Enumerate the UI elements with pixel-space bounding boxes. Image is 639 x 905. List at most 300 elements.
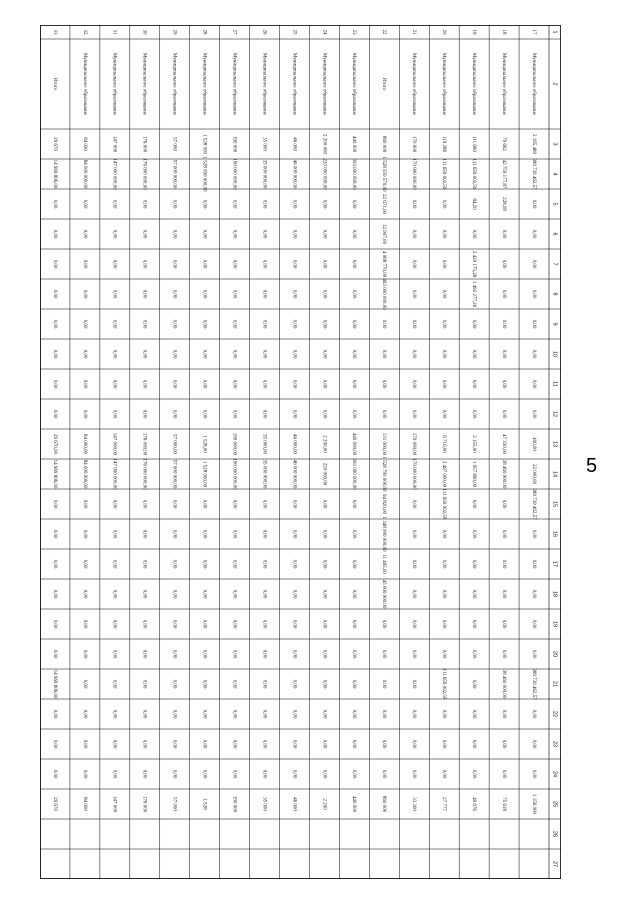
table-cell: 0,00 bbox=[351, 349, 357, 359]
table-cell: 0,00 bbox=[231, 349, 237, 359]
column-number: 6 bbox=[551, 232, 558, 236]
table-cell: 170 000 bbox=[411, 135, 417, 153]
table-cell: 0,00 bbox=[231, 679, 237, 689]
table-cell: 0,00 bbox=[441, 349, 447, 359]
table-cell: 0,00 bbox=[381, 739, 387, 749]
table-cell: 0,00 bbox=[291, 499, 297, 509]
table-cell: 0,00 bbox=[81, 289, 87, 299]
table-cell: 0,00 bbox=[81, 319, 87, 329]
table-cell: 1 528 550 570,00 bbox=[381, 156, 387, 192]
table-cell: 0,00 bbox=[500, 559, 506, 569]
table-cell: 0,00 bbox=[111, 769, 117, 779]
table-cell: 0,00 bbox=[530, 199, 536, 209]
table-cell: 0,00 bbox=[51, 589, 57, 599]
table-cell: 27 777 bbox=[441, 797, 447, 811]
table-cell: 0,00 bbox=[471, 409, 477, 419]
table-cell: 0,00 bbox=[51, 559, 57, 569]
table-cell: 0,00 bbox=[500, 319, 506, 329]
table-cell: 0,00 bbox=[111, 529, 117, 539]
row-name: Муниципальное образование bbox=[411, 52, 417, 116]
table-cell: 0,00 bbox=[171, 199, 177, 209]
table-cell: 0,00 bbox=[291, 709, 297, 719]
table-cell: 0,00 bbox=[231, 379, 237, 389]
table-cell: 0,00 bbox=[441, 229, 447, 239]
table-cell: 190 000 000,00 bbox=[231, 158, 237, 190]
table-cell: 0,00 bbox=[381, 769, 387, 779]
row-number: 32 bbox=[81, 29, 87, 35]
table-cell: 0,00 bbox=[51, 709, 57, 719]
table-cell: 0,00 bbox=[81, 649, 87, 659]
table-cell: 0,00 bbox=[321, 199, 327, 209]
table-cell: 0,00 bbox=[471, 589, 477, 599]
table-cell: 0,00 bbox=[411, 529, 417, 539]
table-cell: 0,00 bbox=[500, 499, 506, 509]
column-number: 18 bbox=[551, 590, 558, 598]
table-cell: 190 000,00 bbox=[231, 432, 237, 456]
table-cell: 440 000 bbox=[351, 135, 357, 153]
table-cell: 0,00 bbox=[530, 259, 536, 269]
table-cell: 0,00 bbox=[381, 379, 387, 389]
column-number: 27 bbox=[551, 860, 558, 868]
table-cell: 0,00 bbox=[500, 409, 506, 419]
table-cell: 0,00 bbox=[351, 529, 357, 539]
table-cell: 0,00 bbox=[530, 409, 536, 419]
table-cell: 0,00 bbox=[471, 529, 477, 539]
table-cell: 0,00 bbox=[321, 409, 327, 419]
table-cell: 57 000,00 bbox=[171, 434, 177, 454]
table-cell: 0,00 bbox=[141, 259, 147, 269]
table-cell: 0,00 bbox=[351, 289, 357, 299]
table-cell: 0,00 bbox=[171, 319, 177, 329]
table-cell: 0,00 bbox=[171, 769, 177, 779]
table-cell: 79 662 bbox=[500, 137, 506, 151]
table-cell: 0,00 bbox=[231, 649, 237, 659]
table-cell: 0,00 bbox=[261, 289, 267, 299]
table-cell: 0,00 bbox=[321, 709, 327, 719]
table-cell: 0,00 bbox=[411, 589, 417, 599]
table-cell: 0,00 bbox=[351, 229, 357, 239]
table-cell: 389 739 462,57 bbox=[530, 668, 536, 700]
table-cell: 0,00 bbox=[291, 349, 297, 359]
table-cell: 0,00 bbox=[291, 559, 297, 569]
row-number: 19 bbox=[471, 29, 477, 35]
column-number: 1 bbox=[551, 30, 558, 34]
table-cell: 0,00 bbox=[171, 229, 177, 239]
row-number: 28 bbox=[201, 29, 207, 35]
table-cell: 0,00 bbox=[111, 679, 117, 689]
table-cell: 0,00 bbox=[81, 409, 87, 419]
table-cell: 11 465,00 bbox=[381, 554, 387, 574]
table-cell: 111 659 002,59 bbox=[441, 668, 447, 700]
table-cell: 0,00 bbox=[441, 529, 447, 539]
column-number: 3 bbox=[551, 142, 558, 146]
table-cell: 0,00 bbox=[411, 649, 417, 659]
table-cell: 0,00 bbox=[171, 619, 177, 629]
table-cell: 0,00 bbox=[231, 259, 237, 269]
table-cell: 57 000 bbox=[171, 797, 177, 811]
table-cell: 22 000,00 bbox=[530, 464, 536, 484]
table-cell: 0,00 bbox=[231, 559, 237, 569]
table-cell: 0,00 bbox=[291, 679, 297, 689]
table-cell: 0,00 bbox=[441, 769, 447, 779]
table-cell: 0,00 bbox=[411, 379, 417, 389]
column-number: 4 bbox=[551, 172, 558, 176]
table-cell: 0,00 bbox=[441, 409, 447, 419]
table-cell: 0,00 bbox=[291, 409, 297, 419]
table-cell: 46 000 bbox=[291, 137, 297, 151]
table-cell: 0,00 bbox=[291, 739, 297, 749]
table-cell: 190 000 bbox=[231, 795, 237, 813]
table-border bbox=[41, 26, 561, 879]
table-cell: 0,00 bbox=[81, 529, 87, 539]
table-cell: 860 000 bbox=[381, 135, 387, 153]
row-name: Муниципальное образование bbox=[81, 52, 87, 116]
table-cell: 0,00 bbox=[111, 499, 117, 509]
table-cell: 0,00 bbox=[351, 499, 357, 509]
table-cell: 0,00 bbox=[530, 619, 536, 629]
table-cell: 0,00 bbox=[500, 619, 506, 629]
table-cell: 440 000,00 bbox=[351, 432, 357, 456]
table-cell: 0,00 bbox=[500, 709, 506, 719]
table-cell: 0,00 bbox=[321, 649, 327, 659]
table-cell: 0,00 bbox=[51, 319, 57, 329]
table-cell: 170 000 000,00 bbox=[411, 158, 417, 190]
table-cell: 0,00 bbox=[171, 499, 177, 509]
table-cell: 0,00 bbox=[81, 199, 87, 209]
table-cell: 176 000 bbox=[141, 135, 147, 153]
row-number: 25 bbox=[291, 29, 297, 35]
table-cell: 0,00 bbox=[291, 199, 297, 209]
table-cell: 0,00 bbox=[81, 259, 87, 269]
table-cell: 0,00 bbox=[231, 769, 237, 779]
table-cell: 0,00 bbox=[261, 589, 267, 599]
table-cell: 0,00 bbox=[141, 649, 147, 659]
table-cell: 46 000,00 bbox=[291, 434, 297, 454]
table-cell: 0,00 bbox=[171, 349, 177, 359]
table-cell: 176 000,00 bbox=[141, 432, 147, 456]
row-number: 30 bbox=[141, 29, 147, 35]
table-cell: 0,00 bbox=[471, 739, 477, 749]
table-cell: 35 000 000,00 bbox=[261, 459, 267, 489]
table-cell: 1 528 000 bbox=[201, 134, 207, 154]
table-cell: 4 068 770,00 bbox=[381, 250, 387, 278]
table-cell: 0,00 bbox=[291, 589, 297, 599]
table-cell: 0,00 bbox=[201, 679, 207, 689]
column-number: 24 bbox=[551, 770, 558, 778]
table-cell: 0,00 bbox=[231, 499, 237, 509]
table-cell: 0,00 bbox=[381, 649, 387, 659]
table-cell: 0,00 bbox=[321, 589, 327, 599]
table-cell: 2 200 bbox=[321, 798, 327, 810]
row-number: 26 bbox=[261, 29, 267, 35]
table-cell: 0,00 bbox=[201, 409, 207, 419]
table-cell: 0,00 bbox=[171, 379, 177, 389]
table-cell: 0,00 bbox=[201, 769, 207, 779]
table-cell: 0,00 bbox=[141, 739, 147, 749]
column-number: 9 bbox=[551, 322, 558, 326]
table-cell: 0,00 bbox=[321, 769, 327, 779]
table-cell: 0,00 bbox=[381, 709, 387, 719]
table-cell: 0,00 bbox=[261, 679, 267, 689]
table-cell: 0,00 bbox=[141, 409, 147, 419]
table-cell: 0,00 bbox=[171, 409, 177, 419]
table-cell: 0,00 bbox=[51, 199, 57, 209]
row-name: Муниципальное образование bbox=[291, 52, 297, 116]
table-cell: 0,00 bbox=[471, 229, 477, 239]
table-cell: 0,00 bbox=[291, 769, 297, 779]
table-cell: 0,00 bbox=[81, 499, 87, 509]
table-cell: 0,00 bbox=[201, 529, 207, 539]
column-number: 17 bbox=[551, 560, 558, 568]
table-cell: 0,00 bbox=[471, 649, 477, 659]
table-cell: 0,00 bbox=[441, 619, 447, 629]
table-cell: 131 000,00 bbox=[381, 432, 387, 456]
table-cell: 0,00 bbox=[111, 619, 117, 629]
table-cell: 0,00 bbox=[500, 379, 506, 389]
table-cell: 1 957 890,00 bbox=[471, 460, 477, 488]
table-cell: 220 000 000,00 bbox=[321, 158, 327, 190]
table-cell: 35 000 000,00 bbox=[261, 159, 267, 189]
table-cell: 170 000,00 bbox=[411, 432, 417, 456]
table-cell: 0,00 bbox=[351, 709, 357, 719]
table-cell: 0,00 bbox=[500, 739, 506, 749]
table-cell: 2 420 175,28 bbox=[471, 250, 477, 278]
table-cell: 228,09 bbox=[500, 197, 506, 211]
table-cell: 38 460 000,00 bbox=[500, 669, 506, 699]
table-cell: 0,00 bbox=[500, 349, 506, 359]
table-cell: 0,00 bbox=[351, 559, 357, 569]
table-cell: 46 000 000,00 bbox=[291, 459, 297, 489]
column-number: 16 bbox=[551, 530, 558, 538]
table-cell: 0,00 bbox=[81, 619, 87, 629]
table-cell: 111 659 002,59 bbox=[441, 158, 447, 190]
table-cell: 0,00 bbox=[261, 559, 267, 569]
table-cell: 0,00 bbox=[441, 289, 447, 299]
row-name: Муниципальное образование bbox=[171, 52, 177, 116]
table-cell: 0,00 bbox=[51, 529, 57, 539]
table-cell: 0,00 bbox=[141, 349, 147, 359]
table-cell: 0,00 bbox=[201, 499, 207, 509]
rotated-data-table bbox=[40, 25, 561, 879]
table-cell: 0,00 bbox=[201, 199, 207, 209]
table-cell: 0,00 bbox=[321, 619, 327, 629]
table-cell: 0,00 bbox=[171, 649, 177, 659]
table-cell: 0,00 bbox=[141, 679, 147, 689]
table-cell: 0,00 bbox=[351, 739, 357, 749]
table-cell: 0,00 bbox=[321, 379, 327, 389]
table-cell: 0,00 bbox=[51, 379, 57, 389]
table-cell: 0,00 bbox=[51, 409, 57, 419]
table-cell: 0,00 bbox=[171, 259, 177, 269]
row-number: 29 bbox=[171, 29, 177, 35]
table-cell: 0,00 bbox=[231, 529, 237, 539]
column-number: 13 bbox=[551, 440, 558, 448]
table-cell: 0,00 bbox=[500, 259, 506, 269]
table-cell: 0,00 bbox=[500, 289, 506, 299]
table-cell: 84,20 bbox=[471, 198, 477, 210]
table-cell: 0,00 bbox=[261, 619, 267, 629]
table-cell: 0,00 bbox=[381, 319, 387, 329]
table-cell: 35 000 bbox=[261, 137, 267, 151]
table-cell: 0,00 bbox=[261, 319, 267, 329]
table-cell: 49 676 bbox=[471, 797, 477, 811]
table-cell: 0,00 bbox=[441, 259, 447, 269]
table-cell: 0,00 bbox=[231, 409, 237, 419]
table-cell: 0,00 bbox=[530, 709, 536, 719]
table-cell: 0,00 bbox=[381, 409, 387, 419]
row-name: Муниципальное образование bbox=[261, 52, 267, 116]
table-cell: 0,00 bbox=[381, 349, 387, 359]
table-cell: 0,00 bbox=[81, 349, 87, 359]
table-cell: 0,00 bbox=[111, 739, 117, 749]
table-cell: 176 000 000,00 bbox=[141, 458, 147, 490]
table-cell: 0,00 bbox=[351, 199, 357, 209]
column-number: 14 bbox=[551, 470, 558, 478]
table-cell: 0,00 bbox=[201, 559, 207, 569]
table-cell: 0,00 bbox=[411, 559, 417, 569]
table-cell: 0,00 bbox=[171, 559, 177, 569]
table-cell: 0,00 bbox=[51, 289, 57, 299]
table-cell: 0,00 bbox=[171, 679, 177, 689]
table-cell: 0,00 bbox=[111, 229, 117, 239]
table-cell: 0,00 bbox=[231, 289, 237, 299]
table-cell: 190 000 bbox=[231, 135, 237, 153]
table-cell: 0,00 bbox=[141, 319, 147, 329]
table-cell: 0,00 bbox=[411, 409, 417, 419]
row-number: 22 bbox=[381, 29, 387, 35]
table-cell: 0,00 bbox=[51, 229, 57, 239]
table-cell: 0,00 bbox=[441, 559, 447, 569]
table-cell: 45 000 000,00 bbox=[381, 579, 387, 609]
column-number: 22 bbox=[551, 710, 558, 718]
table-cell: 400,00 bbox=[530, 437, 536, 451]
table-cell: 0,00 bbox=[201, 739, 207, 749]
column-number: 11 bbox=[551, 381, 558, 387]
table-cell: 0,00 bbox=[141, 709, 147, 719]
table-cell: 170 000 000,00 bbox=[411, 458, 417, 490]
table-cell: 0,00 bbox=[471, 319, 477, 329]
table-cell: 176 000 bbox=[141, 795, 147, 813]
table-cell: 0,00 bbox=[201, 589, 207, 599]
row-number: 33 bbox=[51, 29, 57, 35]
table-cell: 0,00 bbox=[231, 199, 237, 209]
table-cell: 111 660 bbox=[471, 136, 477, 152]
table-cell: 0,00 bbox=[471, 769, 477, 779]
row-name: Муниципальное образование bbox=[441, 52, 447, 116]
table-cell: 0,00 bbox=[321, 259, 327, 269]
table-cell: 0,00 bbox=[81, 679, 87, 689]
column-number: 7 bbox=[551, 262, 558, 266]
table-cell: 389 739 462,57 bbox=[530, 158, 536, 190]
table-cell: 84 000 bbox=[81, 797, 87, 811]
table-cell: 0,00 bbox=[231, 619, 237, 629]
table-cell: 0,00 bbox=[111, 349, 117, 359]
table-cell: 0,00 bbox=[141, 529, 147, 539]
table-cell: 0,00 bbox=[441, 379, 447, 389]
table-cell: 2 497 000,00 bbox=[441, 460, 447, 488]
table-cell: 0,00 bbox=[351, 379, 357, 389]
table-cell: 57 000 bbox=[171, 137, 177, 151]
table-cell: 0,00 bbox=[261, 769, 267, 779]
table-cell: 0,00 bbox=[171, 709, 177, 719]
table-cell: 0,00 bbox=[111, 379, 117, 389]
table-cell: 29 670 bbox=[51, 797, 57, 811]
table-cell: 0,00 bbox=[201, 319, 207, 329]
table-cell: 0,00 bbox=[321, 679, 327, 689]
table-cell: 47 330,00 bbox=[500, 434, 506, 454]
table-cell: 111 659 002,59 bbox=[471, 158, 477, 190]
table-cell: 0,00 bbox=[111, 259, 117, 269]
table-cell: 0,00 bbox=[441, 589, 447, 599]
table-cell: 0,00 bbox=[351, 259, 357, 269]
table-cell: 0,00 bbox=[411, 499, 417, 509]
table-cell: 0,00 bbox=[261, 649, 267, 659]
table-cell: 0,00 bbox=[291, 289, 297, 299]
table-cell: 0,00 bbox=[530, 289, 536, 299]
column-number: 15 bbox=[551, 500, 558, 508]
table-cell: 0,00 bbox=[141, 499, 147, 509]
table-cell: 0,00 bbox=[51, 619, 57, 629]
column-number: 23 bbox=[551, 740, 558, 748]
table-cell: 0,00 bbox=[321, 229, 327, 239]
table-cell: 0,00 bbox=[411, 769, 417, 779]
table-cell: 0,00 bbox=[411, 739, 417, 749]
table-cell: 0,00 bbox=[381, 679, 387, 689]
column-number: 25 bbox=[551, 800, 558, 808]
column-number: 20 bbox=[551, 650, 558, 658]
table-cell: 0,00 bbox=[321, 319, 327, 329]
table-cell: 0,00 bbox=[201, 349, 207, 359]
column-number: 19 bbox=[551, 620, 558, 628]
table-cell: 0,00 bbox=[141, 589, 147, 599]
table-cell: 46 000 bbox=[291, 797, 297, 811]
table-cell: 75 618 bbox=[500, 797, 506, 811]
table-cell: 0,00 bbox=[411, 289, 417, 299]
table-cell: 1 528 bbox=[201, 798, 207, 810]
row-number: 27 bbox=[231, 29, 237, 35]
table-cell: 94 820,00 bbox=[381, 494, 387, 514]
table-cell: 0,00 bbox=[111, 409, 117, 419]
row-number: 20 bbox=[441, 29, 447, 35]
table-cell: 0,00 bbox=[261, 529, 267, 539]
table-cell: 0,00 bbox=[81, 739, 87, 749]
table-cell: 0,00 bbox=[291, 379, 297, 389]
table-cell: 0,00 bbox=[530, 529, 536, 539]
page-number: 5 bbox=[586, 455, 598, 477]
table-cell: 57 000 000,00 bbox=[171, 159, 177, 189]
table-cell: 0,00 bbox=[231, 319, 237, 329]
table-cell: 0,00 bbox=[471, 379, 477, 389]
table-cell: 0,00 bbox=[231, 739, 237, 749]
table-cell: 0,00 bbox=[351, 409, 357, 419]
table-cell: 0,00 bbox=[201, 379, 207, 389]
table-cell: 0,00 bbox=[111, 199, 117, 209]
table-cell: 0,00 bbox=[530, 379, 536, 389]
table-cell: 0,00 bbox=[171, 589, 177, 599]
table-cell: 84 000 000,00 bbox=[81, 459, 87, 489]
table-cell: 0,00 bbox=[111, 649, 117, 659]
table-cell: 0,00 bbox=[411, 259, 417, 269]
table-cell: 0,00 bbox=[291, 529, 297, 539]
table-cell: 0,00 bbox=[530, 769, 536, 779]
table-cell: 0,00 bbox=[471, 679, 477, 689]
table-cell: 0,00 bbox=[411, 199, 417, 209]
table-cell: 0,00 bbox=[351, 589, 357, 599]
table-cell: 0,00 bbox=[291, 619, 297, 629]
table-cell: 0,00 bbox=[530, 349, 536, 359]
table-cell: 0,00 bbox=[111, 289, 117, 299]
table-cell: 29 670,00 bbox=[51, 434, 57, 454]
